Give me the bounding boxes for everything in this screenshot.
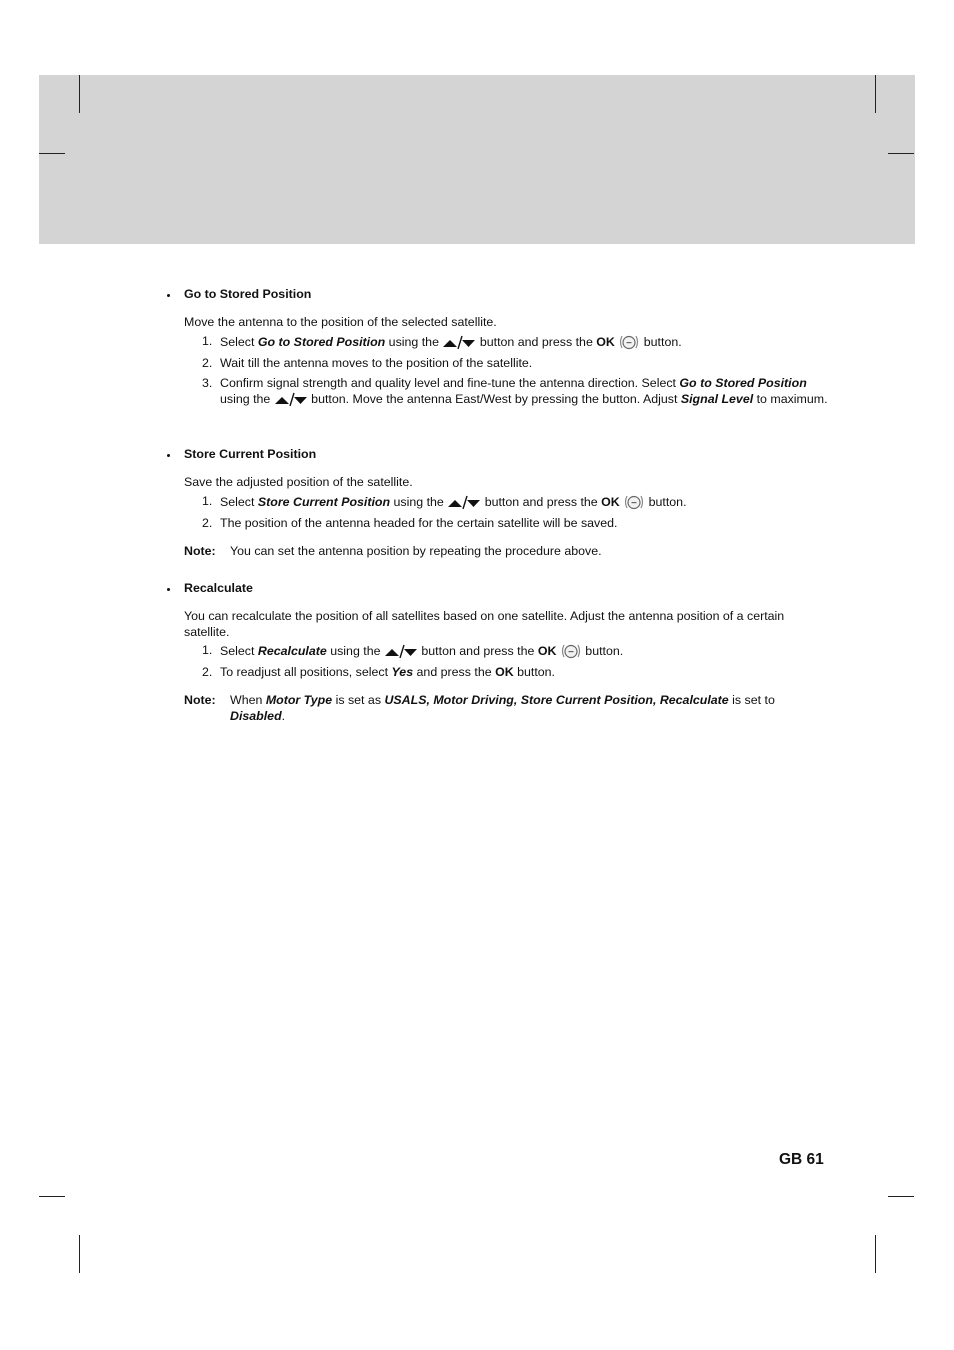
up-down-arrow-icon <box>447 495 481 509</box>
ok-label: OK <box>495 665 514 679</box>
bullet <box>166 582 172 588</box>
section-intro: Move the antenna to the position of the selected satellite. <box>184 315 497 329</box>
text-run: button. <box>645 495 687 509</box>
step-text: The position of the antenna headed for the certain satellite will be saved. <box>220 516 618 530</box>
crop-mark <box>39 1196 65 1197</box>
note-text: You can set the antenna position by repeating the procedure above. <box>230 544 602 558</box>
ok-button-icon <box>618 334 640 350</box>
text-run: using the <box>385 335 443 349</box>
section-title: Recalculate <box>184 581 253 595</box>
crop-mark <box>79 1235 80 1273</box>
ok-button-icon <box>560 643 582 659</box>
section-intro: You can recalculate the position of all satellites based on one satellite. Adjust the antenna position of a certain satellite. <box>184 609 785 639</box>
menu-term: Go to Stored Position <box>679 376 807 390</box>
text-run: To readjust all positions, select <box>220 665 392 679</box>
section-intro: Save the adjusted position of the satellite. <box>184 475 413 489</box>
step-number: 1. <box>202 643 213 657</box>
crop-mark <box>79 75 80 113</box>
step-text <box>220 376 832 407</box>
menu-term: Store Current Position <box>257 495 391 509</box>
text-run: is set as <box>332 693 385 707</box>
up-down-arrow-icon <box>384 644 418 658</box>
section-title: Store Current Position <box>184 447 317 461</box>
crop-mark <box>39 153 65 154</box>
text-run: Select <box>220 495 258 509</box>
crop-mark <box>888 153 914 154</box>
text-run: is set to <box>728 693 775 707</box>
text-run: Select <box>220 644 258 658</box>
up-down-arrow-icon <box>274 392 308 406</box>
text-run: button. <box>581 644 624 658</box>
menu-term: Disabled <box>230 708 282 723</box>
step-text <box>220 643 832 660</box>
note-label: Note: <box>184 693 216 707</box>
step-text <box>220 665 832 681</box>
text-run: button. <box>513 665 555 679</box>
text-run: When <box>230 693 266 707</box>
step-number: 2. <box>202 356 213 370</box>
crop-mark <box>888 1196 914 1197</box>
text-run: Select <box>220 335 258 349</box>
text-run: button and press the <box>481 495 602 509</box>
text-run: button. Move the antenna East/West by pressing the button. Adjust <box>307 391 681 406</box>
ok-label: OK <box>537 644 557 658</box>
header-band <box>39 75 915 244</box>
note-text <box>230 693 829 724</box>
menu-term: Signal Level <box>680 391 754 406</box>
up-down-arrow-icon <box>442 335 476 349</box>
page-number: GB 61 <box>779 1151 824 1168</box>
text-run: using the <box>390 495 448 509</box>
menu-term: USALS, Motor Driving, Store Current Position, Recalculate <box>384 693 729 707</box>
step-number: 1. <box>202 334 213 348</box>
step-number: 2. <box>202 516 213 530</box>
crop-mark <box>875 1235 876 1273</box>
text-run: button and press the <box>476 335 597 349</box>
step-number: 3. <box>202 376 213 390</box>
menu-term: Yes <box>391 665 414 679</box>
section-title: Go to Stored Position <box>184 287 312 301</box>
note-label: Note: <box>184 544 216 558</box>
step-number: 2. <box>202 665 213 679</box>
text-run: and press the <box>413 665 496 679</box>
step-text: Wait till the antenna moves to the position of the satellite. <box>220 356 533 370</box>
text-run: button and press the <box>417 644 538 658</box>
text-run: button. <box>640 335 682 349</box>
ok-label: OK <box>596 335 615 349</box>
step-text <box>220 334 832 351</box>
text-run: using the <box>220 391 274 406</box>
ok-label: OK <box>601 495 620 509</box>
step-number: 1. <box>202 494 213 508</box>
step-text <box>220 494 832 511</box>
bullet <box>166 448 172 454</box>
text-run: Confirm signal strength and quality level and fine-tune the antenna direction. Select <box>220 376 680 390</box>
menu-term: Go to Stored Position <box>257 335 386 349</box>
bullet <box>166 288 172 294</box>
menu-term: Recalculate <box>257 644 327 658</box>
text-run: using the <box>326 644 384 658</box>
menu-term: Motor Type <box>265 693 333 707</box>
text-run: to maximum. <box>753 391 828 406</box>
crop-mark <box>875 75 876 113</box>
text-run: . <box>281 708 286 723</box>
ok-button-icon <box>623 494 645 510</box>
